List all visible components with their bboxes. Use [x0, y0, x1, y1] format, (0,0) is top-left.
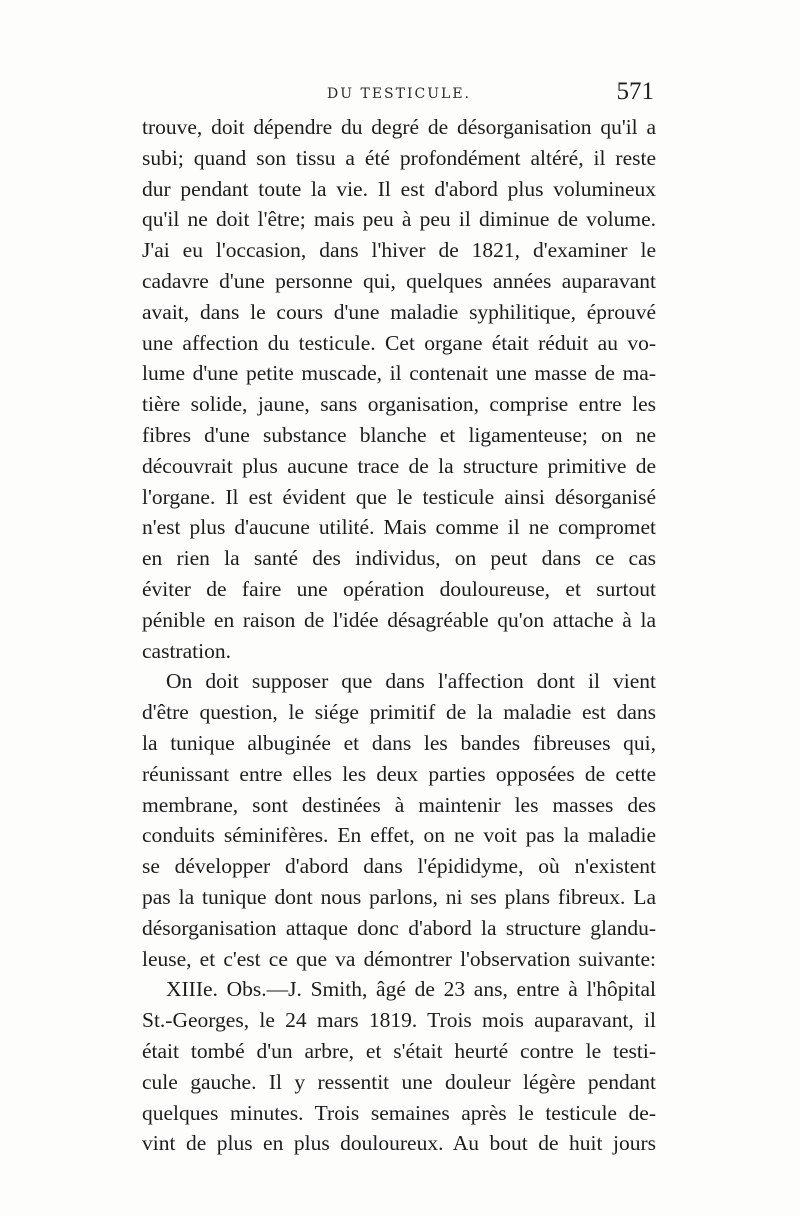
- text-line: découvrait plus aucune trace de la structure primitive de: [142, 453, 656, 478]
- text-line: pas la tunique dont nous parlons, ni ses plans fibreux. La: [142, 884, 656, 909]
- text-line: trouve, doit dépendre du degré de désorganisation qu'il a: [142, 115, 656, 139]
- text-line: quelques minutes. Trois semaines après le testicule de-: [142, 1100, 656, 1125]
- text-line: conduits séminifères. En effet, on ne voit pas la maladie: [142, 823, 656, 848]
- text-line: fibres d'une substance blanche et ligamenteuse; on ne: [142, 422, 656, 447]
- paragraph-end-line: castration.: [142, 638, 231, 663]
- text-line: St.-Georges, le 24 mars 1819. Trois mois auparavant, il: [142, 1008, 656, 1033]
- text-line: d'être question, le siége primitif de la maladie est dans: [142, 700, 656, 725]
- text-line: J'ai eu l'occasion, dans l'hiver de 1821, d'examiner le: [142, 238, 656, 263]
- paragraph-start-line: On doit supposer que dans l'affection dont il vient: [166, 669, 656, 694]
- text-line: subi; quand son tissu a été profondément altéré, il reste: [142, 145, 656, 170]
- running-title: DU TESTICULE.: [327, 86, 471, 102]
- text-line: était tombé d'un arbre, et s'était heurté contre le testi-: [142, 1038, 656, 1063]
- text-line: qu'il ne doit l'être; mais peu à peu il diminue de volume.: [142, 207, 656, 232]
- text-line: une affection du testicule. Cet organe était réduit au vo-: [142, 330, 656, 355]
- text-line: leuse, et c'est ce que va démontrer l'observation suivante:: [142, 946, 656, 971]
- text-line: se développer d'abord dans l'épididyme, où n'existent: [142, 854, 656, 879]
- text-line: désorganisation attaque donc d'abord la structure glandu-: [142, 915, 656, 940]
- observation-heading-line: XIIIe. Obs.—J. Smith, âgé de 23 ans, entre à l'hôpital: [166, 977, 656, 1002]
- running-head: [142, 78, 656, 108]
- body-text: [142, 112, 656, 1159]
- page-number: 571: [616, 78, 654, 105]
- text-line: réunissant entre elles les deux parties opposées de cette: [142, 761, 656, 786]
- text-line: en rien la santé des individus, on peut dans ce cas: [142, 546, 656, 571]
- text-line: cadavre d'une personne qui, quelques années auparavant: [142, 268, 656, 293]
- text-line: avait, dans le cours d'une maladie syphilitique, éprouvé: [142, 299, 656, 324]
- text-line: n'est plus d'aucune utilité. Mais comme il ne compromet: [142, 515, 656, 540]
- text-line: membrane, sont destinées à maintenir les masses des: [142, 792, 656, 817]
- text-line: la tunique albuginée et dans les bandes fibreuses qui,: [142, 730, 656, 755]
- text-line: l'organe. Il est évident que le testicule ainsi désorganisé: [142, 484, 656, 509]
- text-line: lume d'une petite muscade, il contenait une masse de ma-: [142, 361, 656, 386]
- text-line: pénible en raison de l'idée désagréable qu'on attache à la: [142, 607, 656, 632]
- text-line: cule gauche. Il y ressentit une douleur légère pendant: [142, 1069, 656, 1094]
- text-line: tière solide, jaune, sans organisation, comprise entre les: [142, 392, 656, 417]
- text-line: dur pendant toute la vie. Il est d'abord plus volumineux: [142, 176, 656, 201]
- text-line: éviter de faire une opération douloureuse, et surtout: [142, 576, 656, 601]
- text-line: vint de plus en plus douloureux. Au bout de huit jours: [142, 1131, 656, 1156]
